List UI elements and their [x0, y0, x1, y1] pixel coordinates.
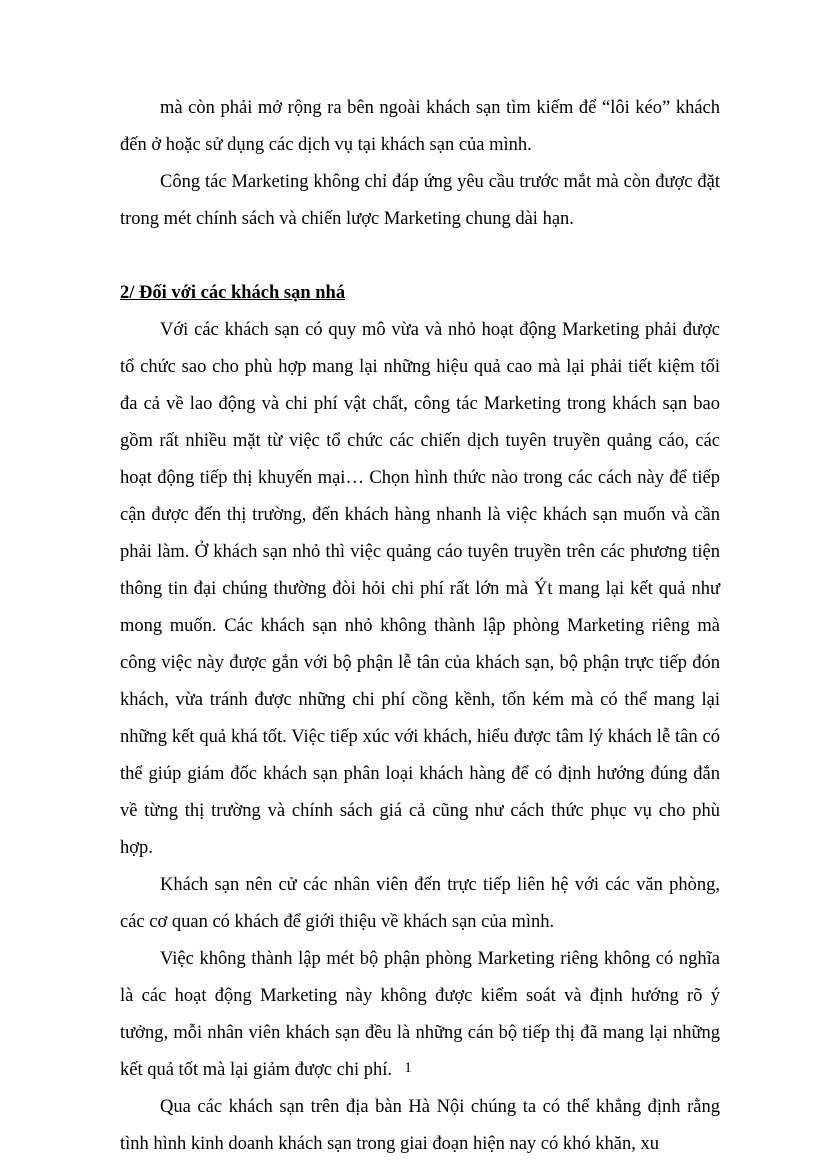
paragraph-hanoi-hotels: Qua các khách sạn trên địa bàn Hà Nội chúng ta có thể khẳng định rằng tình hình kinh doanh khách sạn trong giai đoạn hiện nay có khó khăn, xu [120, 1097, 720, 1154]
paragraph-continuation: mà còn phải mở rộng ra bên ngoài khách sạn tìm kiếm để “lôi kéo” khách đến ở hoặc sử dụng các dịch vụ tại khách sạn của mình. [120, 98, 720, 155]
page-number: 1 [404, 1060, 412, 1076]
paragraph-marketing-policy: Công tác Marketing không chỉ đáp ứng yêu cầu trước mắt mà còn được đặt trong mét chính sách và chiến lược Marketing chung dài hạn. [120, 172, 720, 229]
document-body [120, 90, 720, 1163]
paragraph-small-hotels: Với các khách sạn có quy mô vừa và nhỏ hoạt động Marketing phải được tổ chức sao cho phù hợp mang lại những hiệu quả cao mà lại phải tiết kiệm tối đa cả về lao động và chi phí vật chất, công tác Marketing trong khách sạn bao gồm rất nhiều mặt từ việc tổ chức các chiến dịch tuyên truyền quảng cáo, các hoạt động tiếp thị khuyến mại… Chọn hình thức nào trong các cách này để tiếp cận được đến thị trường, đến khách hàng nhanh là việc khách sạn muốn và cần phải làm. Ở khách sạn nhỏ thì việc quảng cáo tuyên truyền trên các phương tiện thông tin đại chúng thường đòi hỏi chi phí rất lớn mà Ýt mang lại kết quả như mong muốn. Các khách sạn nhỏ không thành lập phòng Marketing riêng mà công việc này được gắn với bộ phận lễ tân của khách sạn, bộ phận trực tiếp đón khách, vừa tránh được những chi phí cồng kềnh, tốn kém mà có thể mang lại những kết quả khá tốt. Việc tiếp xúc với khách, hiểu được tâm lý khách lễ tân có thể giúp giám đốc khách sạn phân loại khách hàng để có định hướng đúng đắn về từng thị trường và chính sách giá cả cũng như cách thức phục vụ cho phù hợp. [120, 320, 720, 858]
paragraph-no-marketing-dept: Việc không thành lập mét bộ phận phòng Marketing riêng không có nghĩa là các hoạt động Marketing này không được kiểm soát và định hướng rõ ý tưởng, mỗi nhân viên khách sạn đều là những cán bộ tiếp thị đã mang lại những kết quả tốt mà lại giảm được chi phí. [120, 949, 720, 1080]
section-heading: 2/ Đối với các khách sạn nhá [120, 283, 346, 303]
section-spacer [120, 238, 720, 275]
paragraph-staff-contact: Khách sạn nên cử các nhân viên đến trực tiếp liên hệ với các văn phòng, các cơ quan có khách để giới thiệu về khách sạn của mình. [120, 875, 720, 932]
